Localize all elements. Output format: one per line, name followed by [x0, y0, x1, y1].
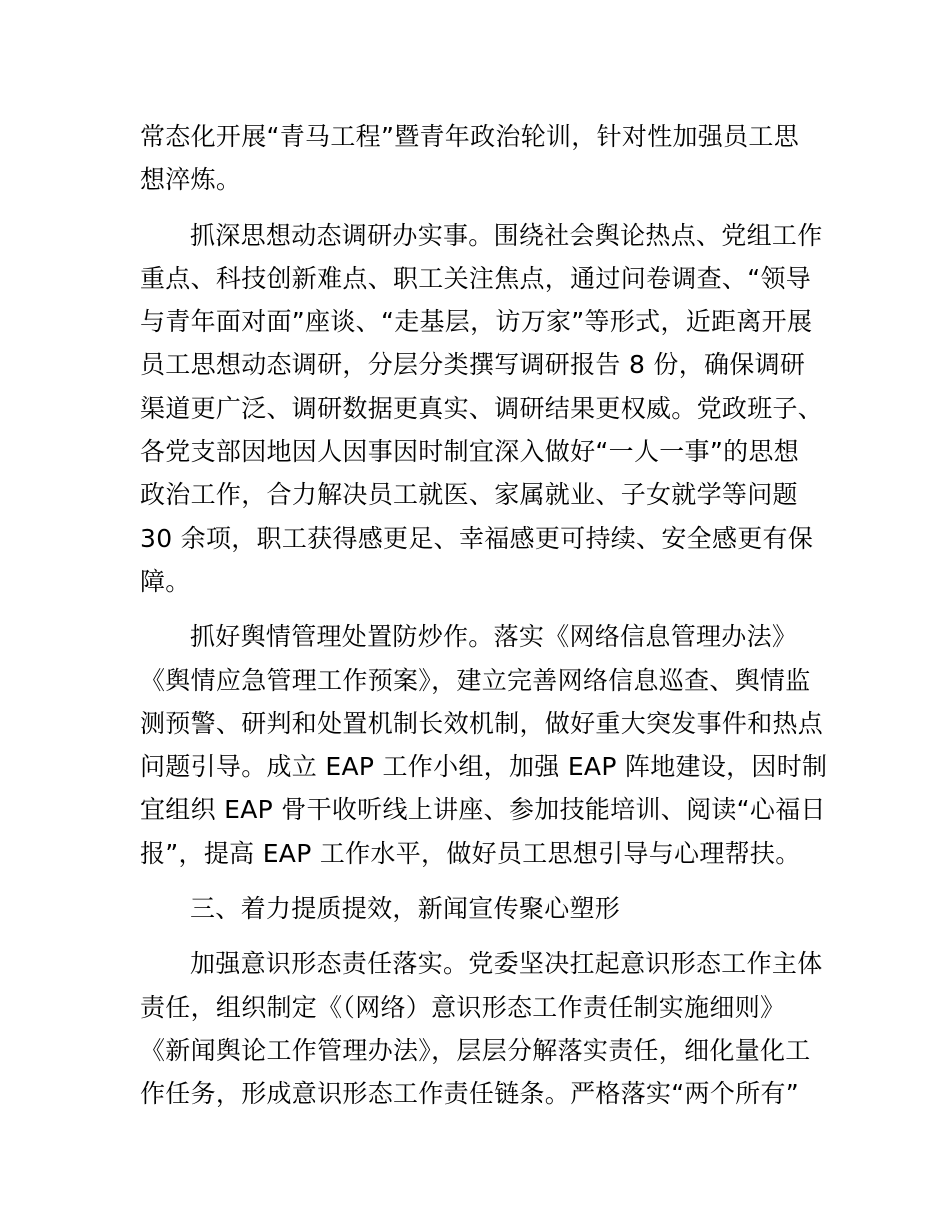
paragraph-public-opinion — [140, 615, 828, 875]
text-line: 常态化开展“青马工程”暨青年政治轮训，针对性加强员工思 — [140, 122, 800, 151]
paragraph-ideology — [140, 942, 823, 1115]
text-line: 抓深思想动态调研办实事。围绕社会舆论热点、党组工作 — [190, 220, 823, 250]
heading-line: 三、着力提质提效，新闻宣传聚心塑形 — [190, 894, 621, 924]
text-line: 抓好舆情管理处置防炒作。落实《网络信息管理办法》 — [190, 622, 798, 652]
text-line: 测预警、研判和处置机制长效机制，做好重大突发事件和热点 — [140, 708, 824, 738]
text-line: 重点、科技创新难点、职工关注焦点，通过问卷调查、“领导 — [140, 263, 812, 293]
text-line: 责任，组织制定《（网络）意识形态工作责任制实施细则》 — [140, 992, 786, 1022]
document-body — [140, 115, 828, 1116]
text-line: 作任务，形成意识形态工作责任链条。严格落实“两个所有” — [140, 1079, 800, 1109]
text-line: 障。 — [140, 566, 191, 596]
text-line: 渠道更广泛、调研数据更真实、调研结果更权威。党政班子、 — [140, 393, 824, 423]
text-line: 报”，提高 EAP 工作水平，做好员工思想引导与心理帮扶。 — [140, 838, 801, 868]
text-line: 问题引导。成立 EAP 工作小组，加强 EAP 阵地建设，因时制 — [140, 752, 828, 782]
paragraph-research — [140, 214, 824, 604]
text-line: 宜组织 EAP 骨干收听线上讲座、参加技能培训、阅读“心福日 — [140, 795, 826, 825]
paragraph-continuation — [140, 115, 815, 202]
text-line: 与青年面对面”座谈、“走基层，访万家”等形式，近距离开展 — [140, 307, 813, 337]
text-line: 30 余项，职工获得感更足、幸福感更可持续、安全感更有保 — [140, 523, 814, 553]
text-line: 各党支部因地因人因事因时制宜深入做好“一人一事”的思想 — [140, 437, 800, 467]
text-line: 《新闻舆论工作管理办法》，层层分解落实责任，细化量化工 — [140, 1035, 811, 1065]
text-line: 《舆情应急管理工作预案》，建立完善网络信息巡查、舆情监 — [140, 665, 811, 695]
text-line: 加强意识形态责任落实。党委坚决扛起意识形态工作主体 — [190, 949, 823, 979]
text-line: 员工思想动态调研，分层分类撰写调研报告 8 份，确保调研 — [140, 350, 806, 380]
section-heading — [140, 887, 815, 930]
text-line: 想淬炼。 — [140, 165, 242, 195]
text-line: 政治工作，合力解决员工就医、家属就业、子女就学等问题 — [140, 480, 798, 510]
